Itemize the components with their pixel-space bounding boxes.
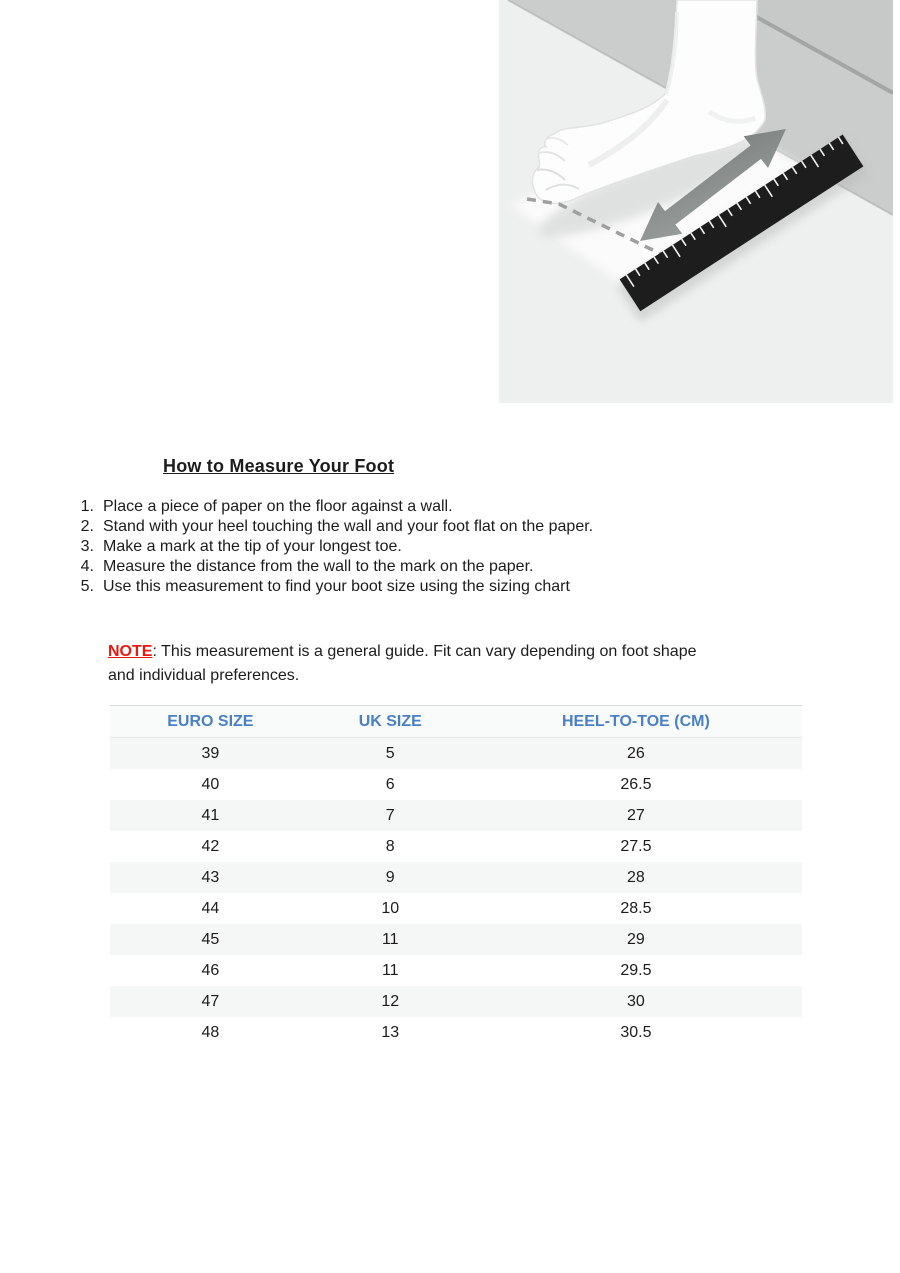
step-text: Measure the distance from the wall to the mark on the paper. bbox=[103, 558, 534, 575]
table-cell: 6 bbox=[385, 775, 395, 793]
table-cell: 11 bbox=[381, 930, 399, 948]
table-cell: 46 bbox=[201, 961, 220, 979]
table-row bbox=[110, 1017, 802, 1048]
table-cell: 40 bbox=[201, 775, 220, 793]
step-number: 1. bbox=[80, 498, 94, 515]
column-header-uk-size: UK SIZE bbox=[311, 706, 470, 738]
table-row bbox=[110, 893, 802, 924]
step-item bbox=[70, 557, 810, 577]
step-text: Use this measurement to find your boot size using the sizing chart bbox=[103, 578, 570, 595]
sizing-chart-table bbox=[110, 705, 802, 1048]
foot-measurement-photo bbox=[499, 0, 893, 403]
table-cell: 47 bbox=[201, 992, 220, 1010]
table-header-row bbox=[110, 706, 802, 738]
table-cell: 9 bbox=[385, 868, 395, 886]
step-text: Make a mark at the tip of your longest toe. bbox=[103, 538, 402, 555]
table-cell: 26.5 bbox=[620, 775, 652, 793]
step-text: Stand with your heel touching the wall and your foot flat on the paper. bbox=[103, 518, 594, 535]
note-text-line1: : This measurement is a general guide. Fit can vary depending on foot shape bbox=[152, 643, 697, 660]
instruction-list bbox=[70, 497, 810, 597]
column-header-heel-to-toe: HEEL-TO-TOE (CM) bbox=[470, 706, 802, 738]
step-number: 3. bbox=[80, 538, 94, 555]
table-cell: 48 bbox=[201, 1023, 220, 1041]
table-cell: 11 bbox=[381, 961, 399, 979]
step-item bbox=[70, 537, 810, 557]
column-header-euro-size: EURO SIZE bbox=[110, 706, 311, 738]
step-number: 5. bbox=[80, 578, 94, 595]
table-row bbox=[110, 924, 802, 955]
page-title: How to Measure Your Foot bbox=[163, 456, 395, 476]
table-row bbox=[110, 800, 802, 831]
table-cell: 29.5 bbox=[620, 961, 652, 979]
table-cell: 29 bbox=[627, 930, 645, 948]
table-cell: 28.5 bbox=[620, 899, 652, 917]
step-number: 4. bbox=[80, 558, 94, 575]
table-cell: 27.5 bbox=[620, 837, 652, 855]
table-cell: 30.5 bbox=[620, 1023, 652, 1041]
table-cell: 30 bbox=[627, 992, 645, 1010]
table-row bbox=[110, 769, 802, 800]
table-cell: 7 bbox=[385, 806, 395, 824]
step-text: Place a piece of paper on the floor against a wall. bbox=[103, 498, 453, 515]
foot-measurement-illustration bbox=[499, 0, 893, 403]
note-label: NOTE bbox=[108, 643, 153, 660]
note-paragraph bbox=[108, 640, 818, 688]
table-cell: 41 bbox=[201, 806, 220, 824]
step-item bbox=[70, 517, 810, 537]
table-cell: 8 bbox=[385, 837, 395, 855]
table-cell: 43 bbox=[201, 868, 220, 886]
table-cell: 12 bbox=[381, 992, 400, 1010]
table-row bbox=[110, 831, 802, 862]
table-cell: 28 bbox=[627, 868, 645, 886]
step-item bbox=[70, 497, 810, 517]
table-row bbox=[110, 986, 802, 1017]
note-text-line2: and individual preferences. bbox=[108, 667, 300, 684]
step-number: 2. bbox=[80, 518, 94, 535]
table-cell: 39 bbox=[201, 744, 220, 762]
table-cell: 44 bbox=[201, 899, 220, 917]
step-item bbox=[70, 577, 810, 597]
table-row bbox=[110, 955, 802, 986]
table-row bbox=[110, 862, 802, 893]
table-cell: 26 bbox=[627, 744, 645, 762]
table-cell: 5 bbox=[385, 744, 395, 762]
size-table-body bbox=[110, 738, 802, 1049]
table-cell: 45 bbox=[201, 930, 220, 948]
table-cell: 42 bbox=[201, 837, 220, 855]
table-cell: 10 bbox=[381, 899, 400, 917]
table-cell: 13 bbox=[381, 1023, 400, 1041]
table-cell: 27 bbox=[627, 806, 645, 824]
table-row bbox=[110, 738, 802, 770]
